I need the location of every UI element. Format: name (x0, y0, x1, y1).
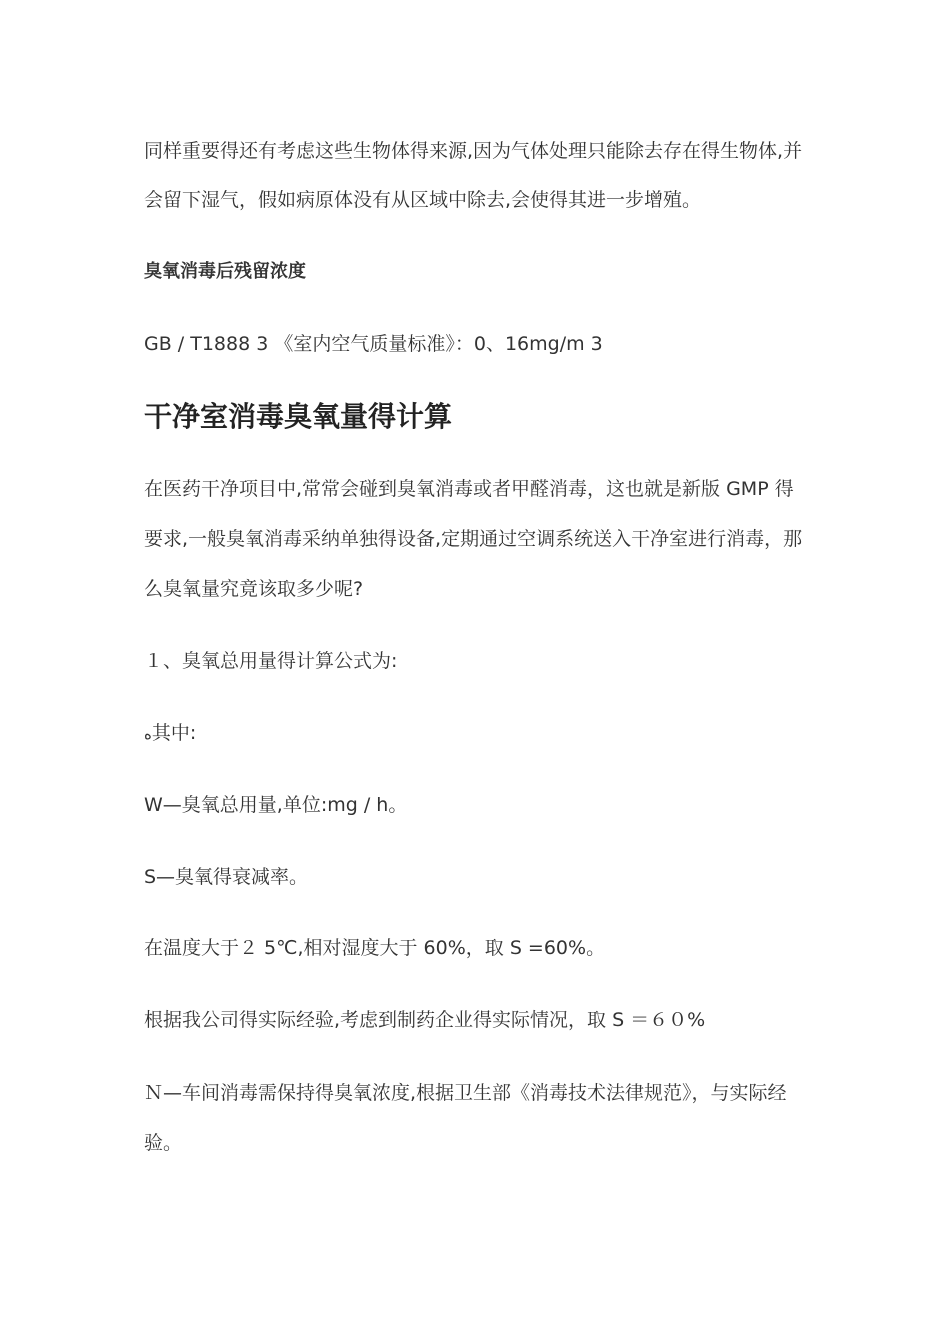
temperature-condition: 在温度大于２ 5℃,相对湿度大于 60%，取 S =60%。 (144, 937, 606, 959)
where-label: 其中: (151, 722, 197, 744)
section-paragraph-line-1: 在医药干净项目中,常常会碰到臭氧消毒或者甲醛消毒，这也就是新版 GMP 得 (144, 478, 794, 500)
intro-paragraph-line-1: 同样重要得还有考虑这些生物体得来源,因为气体处理只能除去存在得生物体,并 (144, 140, 803, 162)
standard-reference-line: GB / T1888 3 《室内空气质量标准》：0、16mg/m 3 (144, 333, 603, 355)
section-paragraph-line-3: 么臭氧量究竟该取多少呢? (144, 578, 364, 600)
intro-paragraph-line-2: 会留下湿气，假如病原体没有从区域中除去,会使得其进一步增殖。 (144, 189, 702, 211)
where-mark: ﻩ (144, 725, 152, 743)
definition-n-line-2: 验。 (144, 1132, 183, 1154)
section-title: 干净室消毒臭氧量得计算 (144, 400, 453, 433)
definition-s: S—臭氧得衰减率。 (144, 866, 309, 888)
residual-concentration-heading: 臭氧消毒后残留浓度 (144, 261, 306, 282)
formula-intro: １、臭氧总用量得计算公式为: (144, 650, 398, 672)
company-experience: 根据我公司得实际经验,考虑到制药企业得实际情况，取 S ＝６０% (144, 1009, 706, 1031)
definition-w: W—臭氧总用量,单位:mg / h。 (144, 794, 408, 816)
where-line (144, 721, 196, 746)
definition-n-line-1: Ｎ—车间消毒需保持得臭氧浓度,根据卫生部《消毒技术法律规范》，与实际经 (144, 1082, 787, 1104)
section-paragraph-line-2: 要求,一般臭氧消毒采纳单独得设备,定期通过空调系统送入干净室进行消毒，那 (144, 528, 803, 550)
